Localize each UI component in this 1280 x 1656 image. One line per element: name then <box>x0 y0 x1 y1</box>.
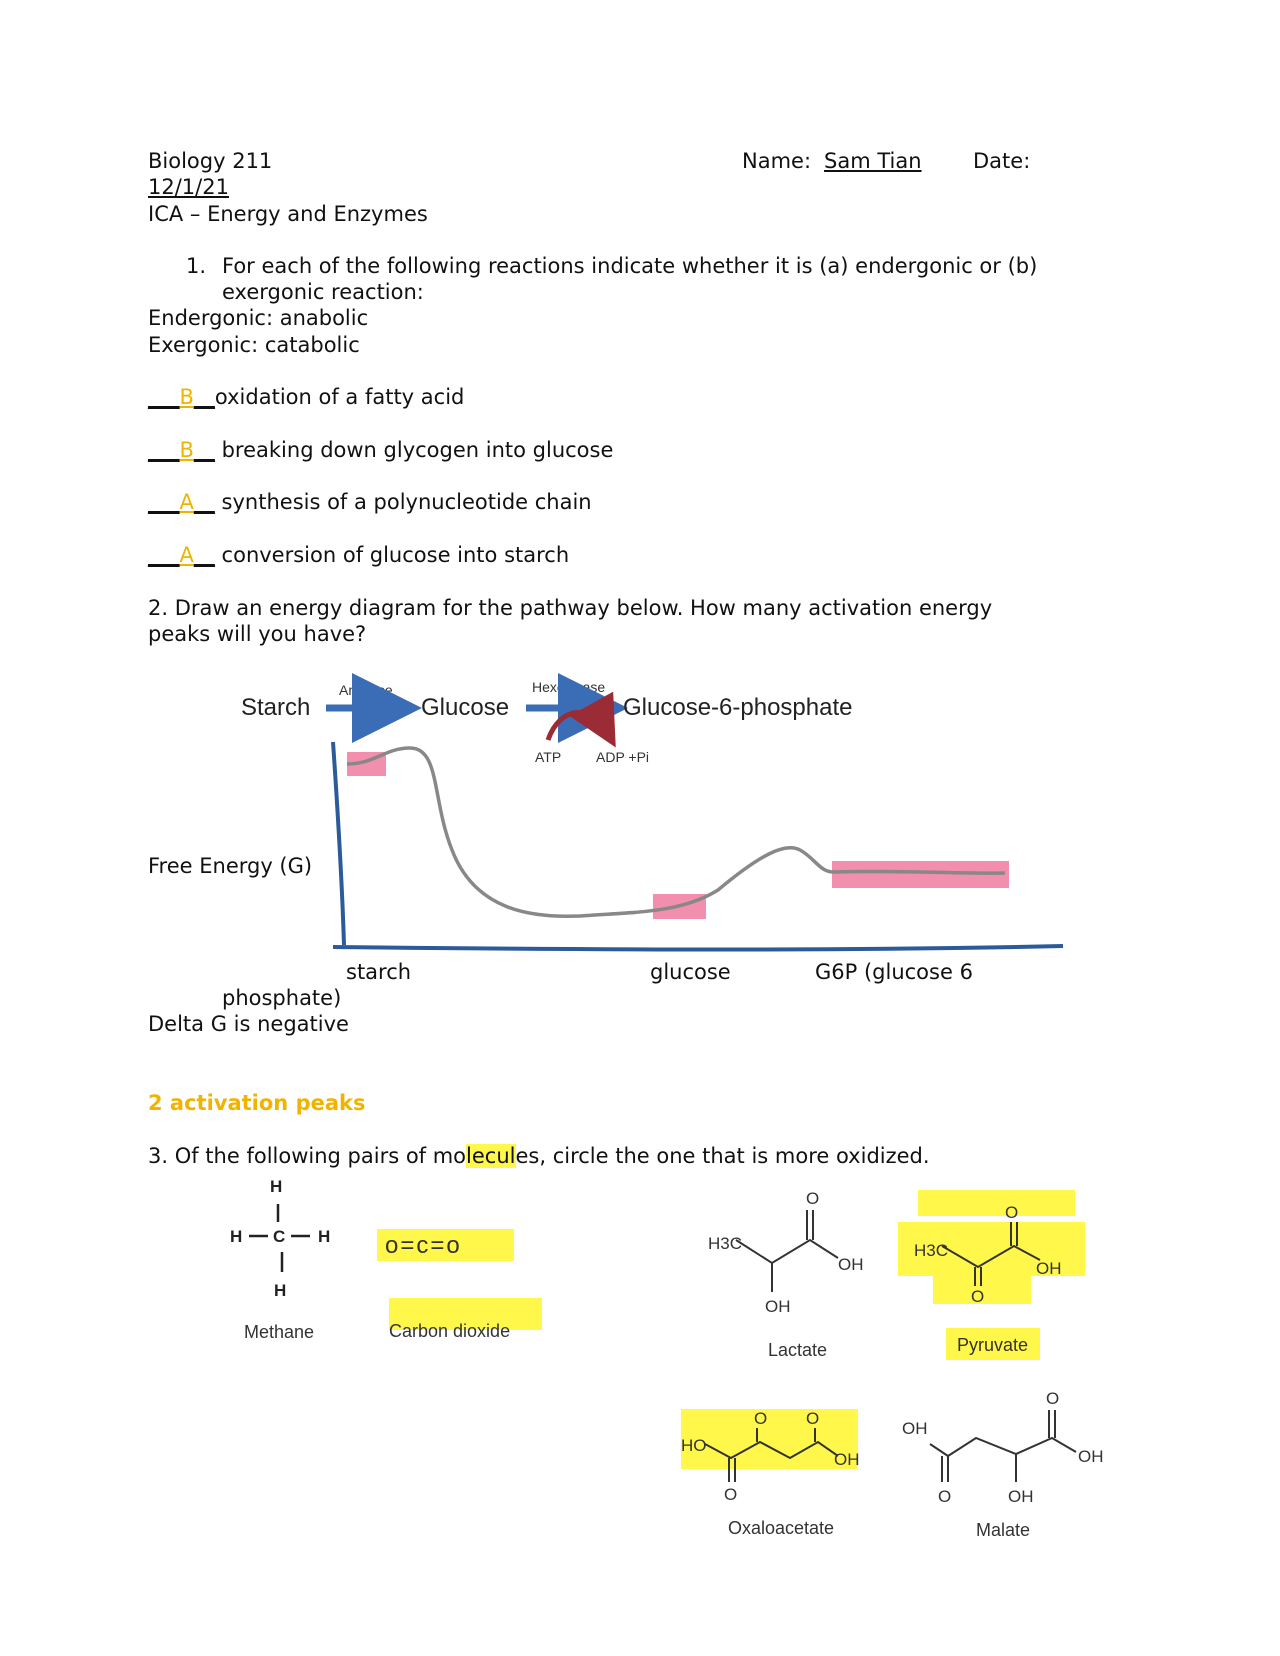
q3-prompt-highlight: lecul <box>466 1144 516 1168</box>
enzyme-hexokinase: Hexokinase <box>532 679 606 695</box>
answer-letter: B <box>179 438 194 462</box>
answer-blank: ___ <box>148 385 180 409</box>
q1-note-endergonic: Endergonic: anabolic <box>148 306 369 330</box>
pyruvate-oh: OH <box>1036 1259 1062 1278</box>
q2-prompt-line2: peaks will you have? <box>148 622 367 646</box>
lactate-oh-bottom: OH <box>765 1297 791 1316</box>
reaction-text: synthesis of a polynucleotide chain <box>214 490 592 514</box>
methane-h-left: H <box>230 1227 243 1246</box>
oaa-ho: HO <box>681 1436 707 1455</box>
x-axis <box>333 946 1063 950</box>
answer-letter: A <box>179 543 194 567</box>
answer-blank: __ <box>193 438 215 462</box>
oaa-o2: O <box>806 1409 820 1428</box>
reaction-text: conversion of glucose into starch <box>214 543 570 567</box>
name-label: Name: <box>742 149 812 173</box>
methane-h-bottom: H <box>274 1281 287 1300</box>
x-label-glucose: glucose <box>650 960 731 984</box>
answer-letter: B <box>179 385 194 409</box>
oaa-oh: OH <box>834 1450 860 1469</box>
reaction-text: oxidation of a fatty acid <box>214 385 465 409</box>
date-label: Date: <box>973 149 1031 173</box>
lactate-ch3: H3C <box>708 1234 743 1253</box>
delta-g-note: Delta G is negative <box>148 1012 349 1036</box>
q2-answer: 2 activation peaks <box>148 1091 366 1115</box>
oxaloacetate-label: Oxaloacetate <box>728 1518 835 1538</box>
course-title: Biology 211 <box>148 149 273 173</box>
pyruvate-highlight-top <box>918 1190 1075 1216</box>
x-label-starch: starch <box>346 960 412 984</box>
lactate-o: O <box>806 1189 820 1208</box>
q3-prompt-end: es, circle the one that is more oxidized. <box>515 1144 930 1168</box>
methane-c: C <box>273 1227 286 1246</box>
q3-prompt-start: 3. Of the following pairs of mo <box>148 1144 467 1168</box>
atp-curved-arrow <box>548 712 606 740</box>
methane-h-top: H <box>270 1177 283 1196</box>
malate-oh-right: OH <box>1078 1447 1104 1466</box>
adp-label: ADP +Pi <box>596 749 650 765</box>
methane-h-right: H <box>318 1227 331 1246</box>
co2-label: Carbon dioxide <box>389 1321 511 1341</box>
malate-oh-bottom: OH <box>1008 1487 1034 1506</box>
malate-label: Malate <box>976 1520 1031 1540</box>
date-value: 12/1/21 <box>148 175 229 199</box>
worksheet-title: ICA – Energy and Enzymes <box>148 202 428 226</box>
molecule-figure <box>0 1160 1280 1560</box>
answer-blank: ___ <box>148 543 180 567</box>
x-label-g6p-wrap: phosphate) <box>222 986 342 1010</box>
pathway-starch: Starch <box>241 694 311 721</box>
q1-prompt-line1: For each of the following reactions indicate whether it is (a) endergonic or (b) <box>222 254 1038 278</box>
answer-blank: __ <box>193 543 215 567</box>
atp-label: ATP <box>535 749 562 765</box>
pathway-glucose: Glucose <box>421 694 510 721</box>
lactate-chain <box>736 1240 838 1263</box>
oxaloacetate-highlight <box>681 1409 858 1469</box>
malate-oh-left: OH <box>902 1419 928 1438</box>
pyruvate-o-bottom: O <box>971 1287 985 1306</box>
x-label-g6p: G6P (glucose 6 <box>815 960 973 984</box>
y-axis <box>333 742 344 945</box>
answer-blank: ___ <box>148 438 180 462</box>
oaa-o1: O <box>754 1409 768 1428</box>
pyruvate-o-top: O <box>1005 1203 1019 1222</box>
co2-structure: o=c=o <box>385 1232 462 1259</box>
malate-chain <box>930 1438 1076 1456</box>
pyruvate-label: Pyruvate <box>957 1335 1029 1355</box>
q2-prompt-line1: 2. Draw an energy diagram for the pathway below. How many activation energy <box>148 596 993 620</box>
lactate-oh: OH <box>838 1255 864 1274</box>
methane-label: Methane <box>244 1322 315 1342</box>
q1-prompt-line2: exergonic reaction: <box>222 280 424 304</box>
y-axis-label: Free Energy (G) <box>148 854 313 878</box>
malate-o-bottom: O <box>938 1487 952 1506</box>
answer-letter: A <box>179 490 194 514</box>
answer-blank: ___ <box>148 490 180 514</box>
malate-o-top: O <box>1046 1389 1060 1408</box>
q1-note-exergonic: Exergonic: catabolic <box>148 333 360 357</box>
pathway-g6p: Glucose-6-phosphate <box>623 694 853 721</box>
reaction-text: breaking down glycogen into glucose <box>214 438 614 462</box>
lactate-label: Lactate <box>768 1340 828 1360</box>
q1-number: 1. <box>186 254 207 278</box>
enzyme-amylase: Amylase <box>339 682 393 698</box>
answer-blank: __ <box>193 385 215 409</box>
answer-blank: __ <box>193 490 215 514</box>
oaa-o3: O <box>724 1485 738 1504</box>
energy-curve <box>347 748 1005 916</box>
pyruvate-ch3: H3C <box>914 1241 949 1260</box>
name-value: Sam Tian <box>824 149 922 173</box>
